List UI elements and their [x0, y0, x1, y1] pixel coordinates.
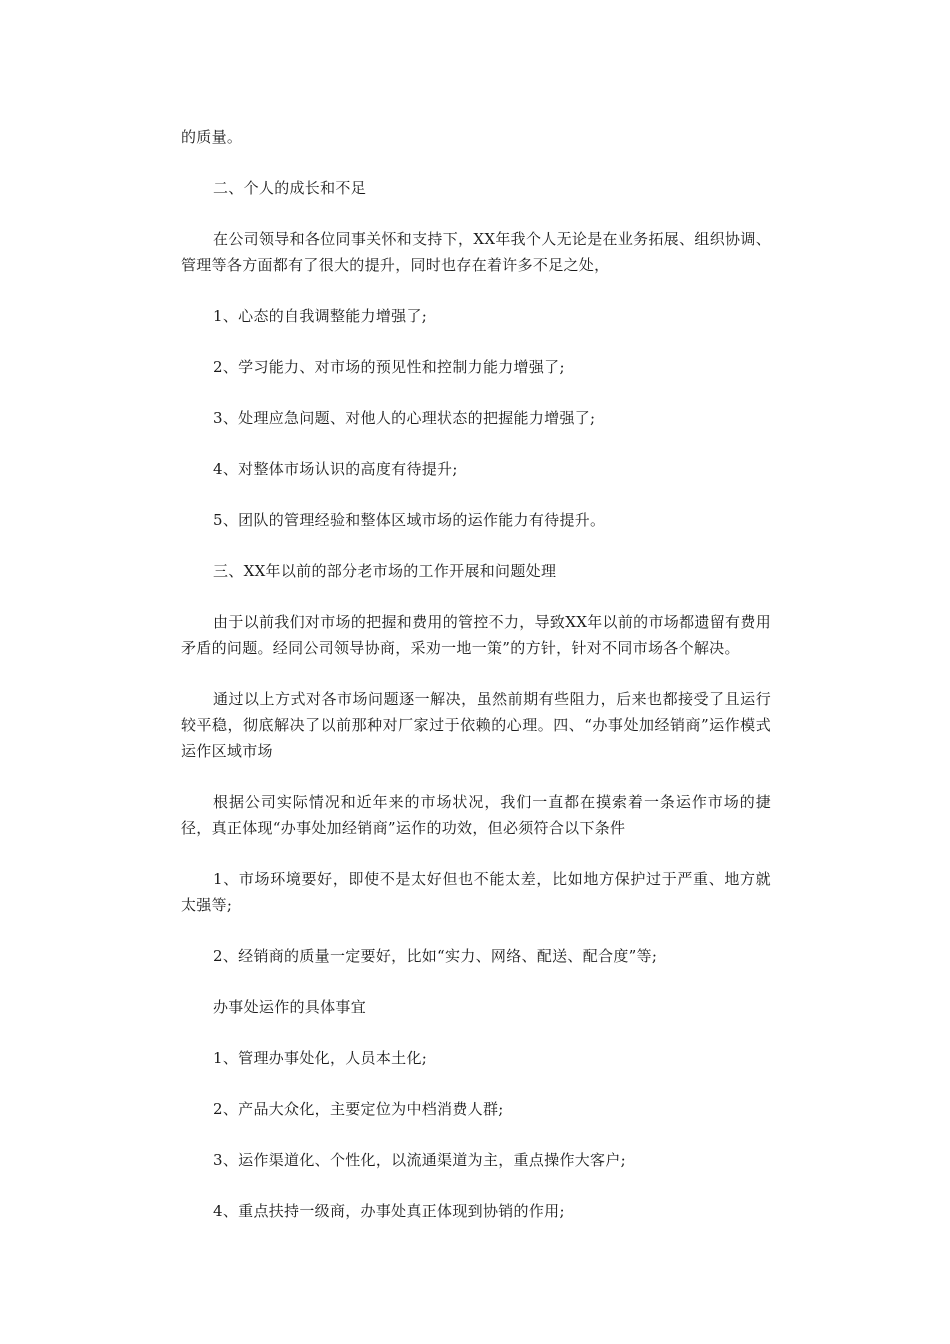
paragraph: 通过以上方式对各市场问题逐一解决，虽然前期有些阻力，后来也都接受了且运行较平稳，彻底解决了以前那种对厂家过于依赖的心理。四、“办事处加经销商”运作模式运作区域市场	[181, 690, 771, 760]
section-heading: 办事处运作的具体事宜	[213, 998, 367, 1016]
document-body	[181, 124, 771, 1249]
list-item: 2、学习能力、对市场的预见性和控制力能力增强了;	[213, 358, 565, 376]
list-item: 3、处理应急问题、对他人的心理状态的把握能力增强了;	[213, 409, 596, 427]
list-item: 1、心态的自我调整能力增强了;	[213, 307, 428, 325]
paragraph: 由于以前我们对市场的把握和费用的管控不力，导致XX年以前的市场都遗留有费用矛盾的问题。经同公司领导协商，采劝一地一策”的方针，针对不同市场各个解决。	[181, 613, 771, 657]
list-item: 4、重点扶持一级商，办事处真正体现到协销的作用;	[213, 1202, 565, 1220]
list-item: 1、管理办事处化，人员本土化;	[213, 1049, 428, 1067]
paragraph: 的质量。	[181, 128, 243, 146]
list-item: 2、经销商的质量一定要好，比如“实力、网络、配送、配合度”等;	[213, 947, 658, 965]
list-item: 3、运作渠道化、个性化，以流通渠道为主，重点操作大客户;	[213, 1151, 626, 1169]
paragraph: 根据公司实际情况和近年来的市场状况，我们一直都在摸索着一条运作市场的捷径，真正体现“办事处加经销商”运作的功效，但必须符合以下条件	[181, 793, 771, 837]
list-item: 5、团队的管理经验和整体区域市场的运作能力有待提升。	[213, 511, 606, 529]
section-heading: 三、XX年以前的部分老市场的工作开展和问题处理	[213, 562, 557, 580]
section-heading: 二、个人的成长和不足	[213, 179, 367, 197]
list-item: 1、市场环境要好，即使不是太好但也不能太差，比如地方保护过于严重、地方就太强等;	[181, 870, 771, 914]
list-item: 2、产品大众化，主要定位为中档消费人群;	[213, 1100, 504, 1118]
paragraph: 在公司领导和各位同事关怀和支持下，XX年我个人无论是在业务拓展、组织协调、管理等各方面都有了很大的提升，同时也存在着许多不足之处，	[181, 230, 771, 274]
list-item: 4、对整体市场认识的高度有待提升;	[213, 460, 458, 478]
